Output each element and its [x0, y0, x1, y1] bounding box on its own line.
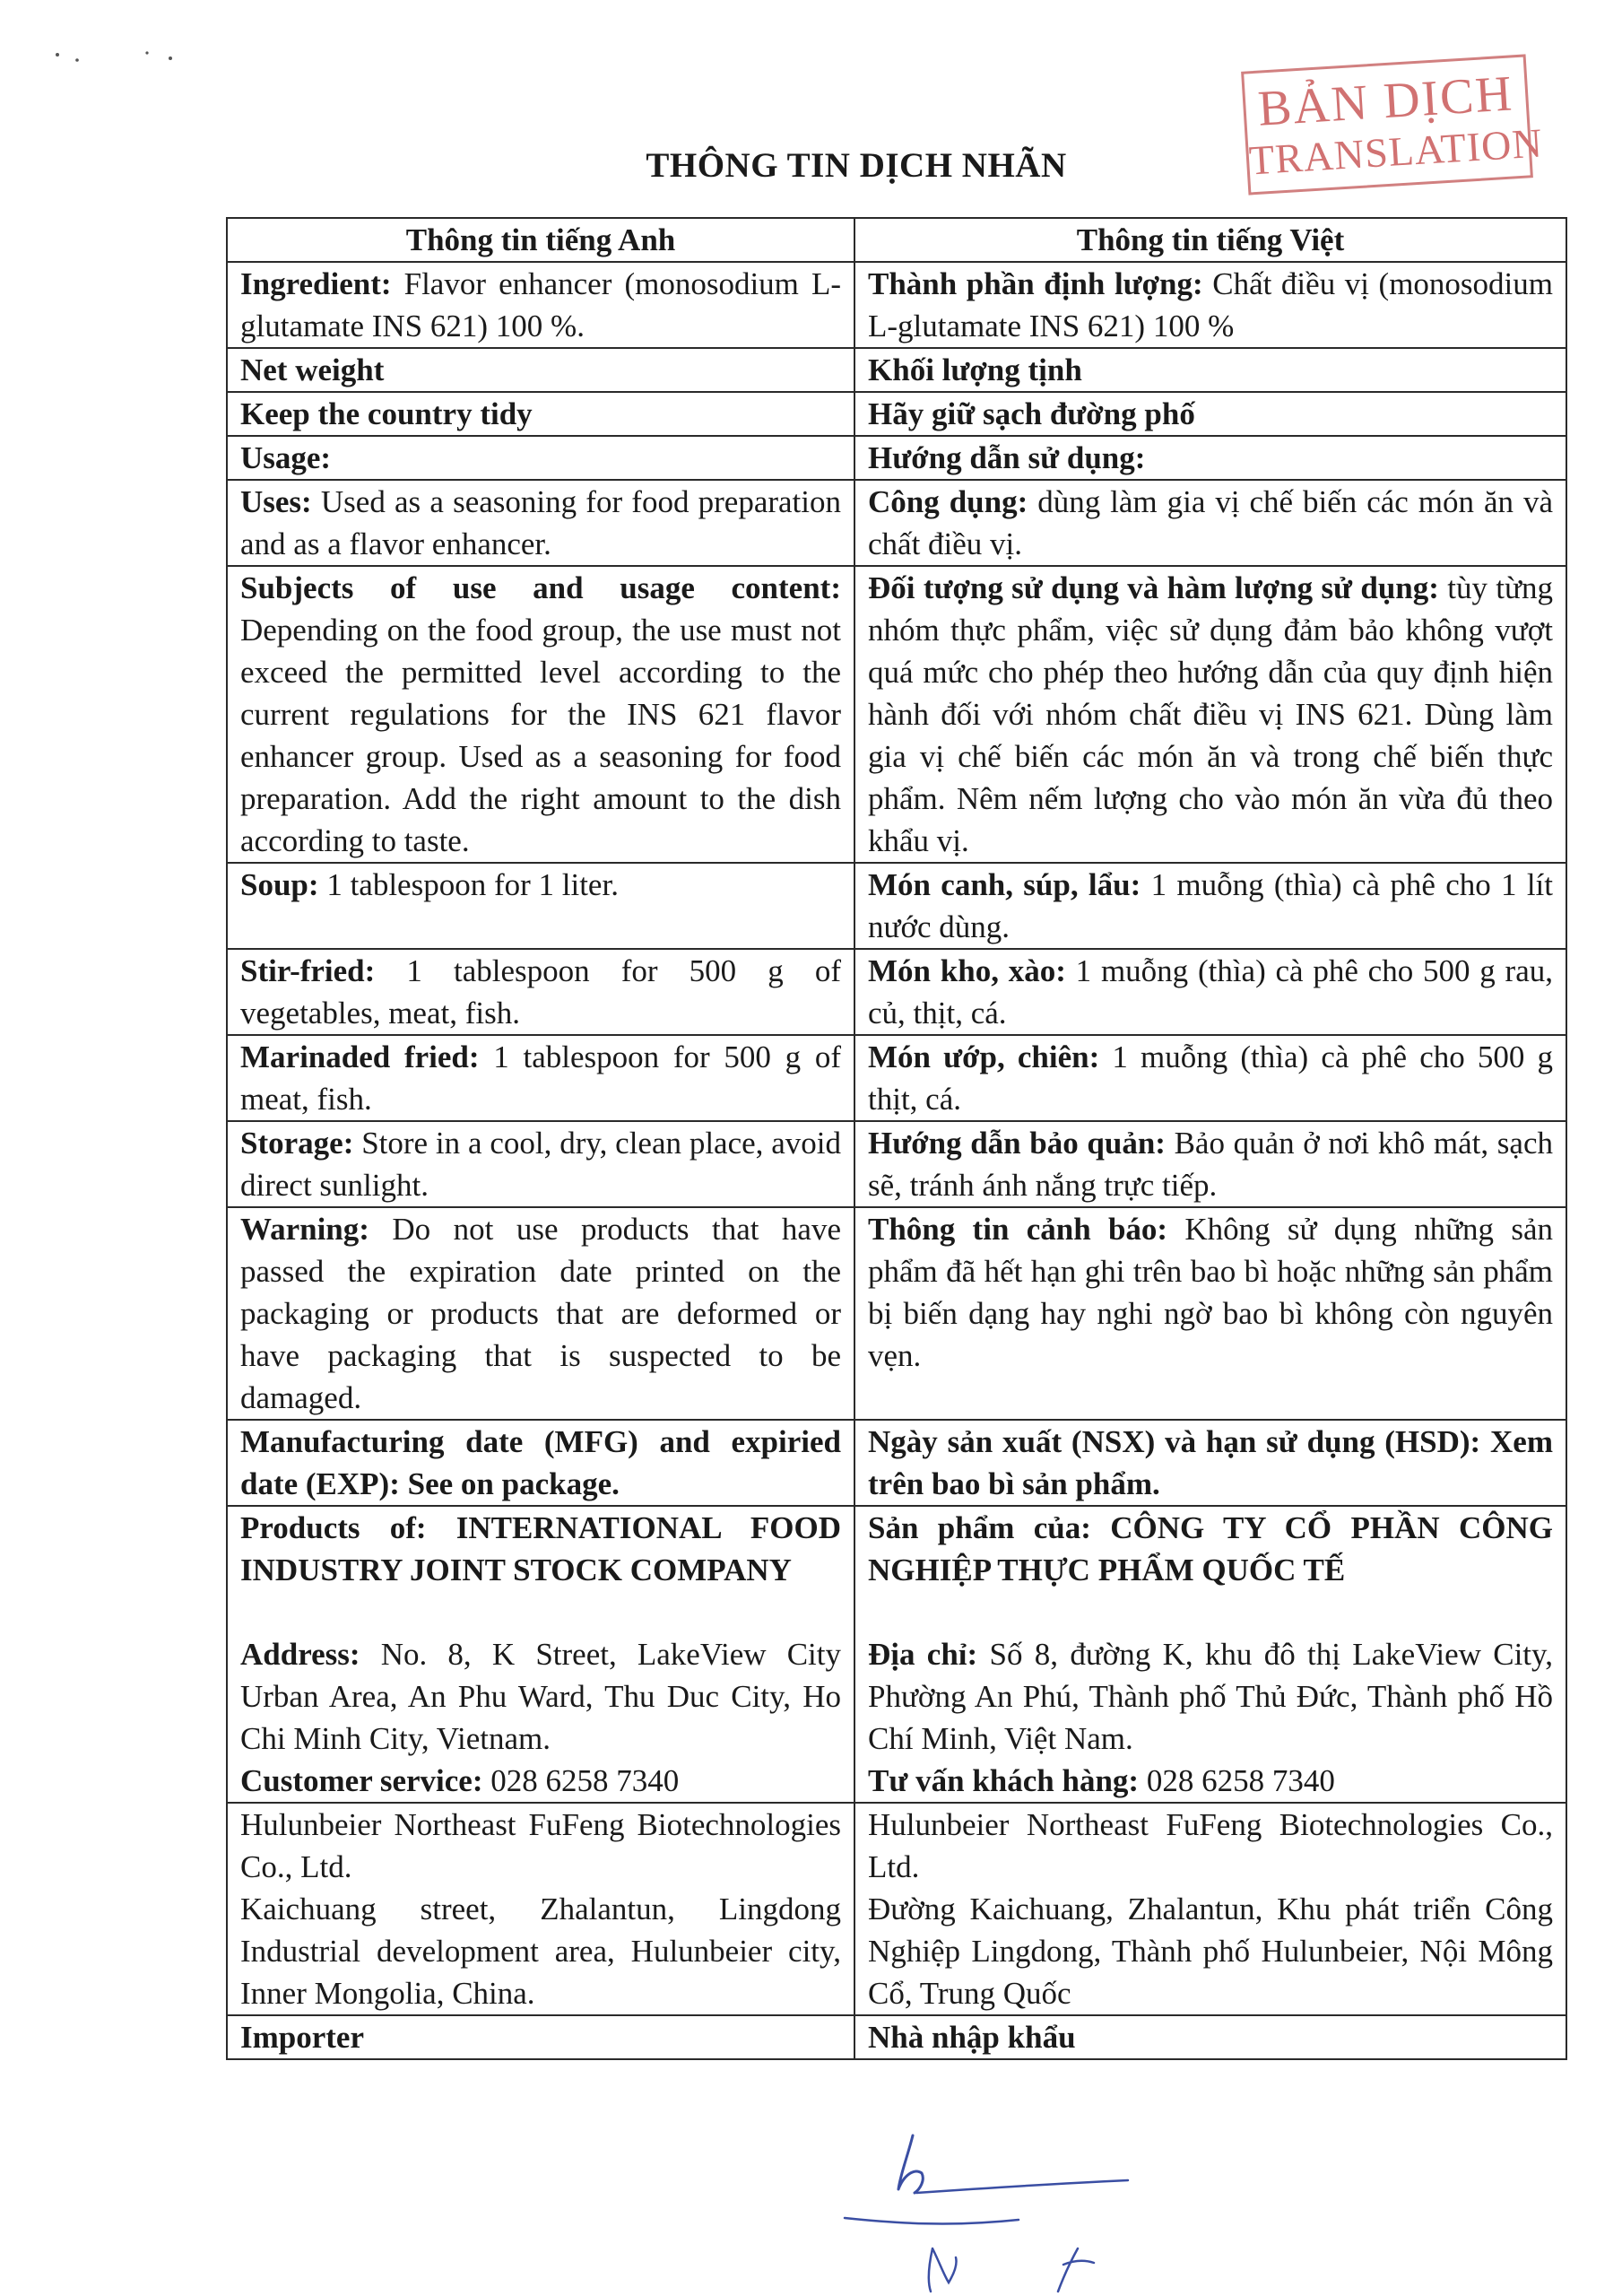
field-label: Nhà nhập khẩu	[868, 2020, 1076, 2055]
cell-paragraph	[240, 1421, 841, 1505]
vietnamese-cell	[854, 436, 1566, 480]
field-text: Bảo quản ở nơi khô mát, sạch sẽ, tránh ánh nắng trực tiếp.	[868, 1126, 1553, 1203]
field-text: Flavor enhancer (monosodium L-glutamate INS 621) 100 %.	[240, 266, 841, 344]
field-text: No. 8, K Street, LakeView City Urban Area, An Phu Ward, Thu Duc City, Ho Chi Minh City, Vietnam.	[240, 1637, 842, 1756]
cell-paragraph	[868, 567, 1553, 862]
field-label: Sản phẩm của: CÔNG TY CỔ PHẦN CÔNG NGHIỆP THỰC PHẨM QUỐC TẾ	[868, 1510, 1553, 1587]
field-text: Do not use products that have passed the expiration date printed on the packaging or products that are deformed or have packaging that is suspected to be damaged.	[240, 1212, 842, 1415]
document-title-wrap	[0, 145, 1622, 186]
english-cell	[227, 262, 854, 348]
english-cell	[227, 949, 854, 1035]
table-row	[227, 348, 1566, 392]
cell-paragraph	[240, 1507, 841, 1591]
field-label: Storage:	[240, 1126, 354, 1161]
document-title: THÔNG TIN DỊCH NHÃN	[646, 146, 1067, 185]
vietnamese-cell	[854, 1506, 1566, 1803]
vietnamese-cell	[854, 480, 1566, 566]
paragraph-gap	[240, 1591, 841, 1633]
cell-paragraph	[868, 437, 1553, 479]
field-text: dùng làm gia vị chế biến các món ăn và chất điều vị.	[868, 484, 1554, 561]
english-cell	[227, 436, 854, 480]
table-row	[227, 1803, 1566, 2015]
vietnamese-cell	[854, 2015, 1566, 2059]
cell-paragraph	[868, 864, 1553, 948]
table-row	[227, 1420, 1566, 1506]
vietnamese-cell	[854, 566, 1566, 863]
english-cell	[227, 1803, 854, 2015]
cell-paragraph	[240, 437, 841, 479]
field-label: Subjects of use and usage content:	[240, 570, 841, 605]
cell-paragraph	[868, 349, 1553, 391]
vietnamese-cell	[854, 348, 1566, 392]
field-text: tùy từng nhóm thực phẩm, việc sử dụng đảm bảo không vượt quá mức cho phép theo hướng dẫn của quy định hiện hành đối với nhóm chất điều vị INS 621. Dùng làm gia vị chế biến các món ăn và trong chế biến thực phẩm. Nêm nếm lượng cho vào món ăn vừa đủ theo khẩu vị.	[868, 570, 1554, 858]
english-cell	[227, 1121, 854, 1207]
table-row	[227, 1207, 1566, 1420]
english-cell	[227, 863, 854, 949]
stamp-line-1: BẢN DỊCH	[1256, 65, 1515, 137]
header-vietnamese: Thông tin tiếng Việt	[854, 218, 1566, 262]
cell-paragraph	[240, 1888, 841, 2014]
field-label: Thông tin cảnh báo:	[868, 1212, 1168, 1247]
field-label: Hướng dẫn bảo quản:	[868, 1126, 1166, 1161]
cell-paragraph	[868, 1760, 1553, 1802]
cell-paragraph	[868, 1421, 1553, 1505]
cell-paragraph	[240, 864, 841, 906]
field-label: Món ướp, chiên:	[868, 1039, 1100, 1074]
field-label: Ingredient:	[240, 266, 392, 301]
field-label: Đối tượng sử dụng và hàm lượng sử dụng:	[868, 570, 1439, 605]
cell-paragraph	[240, 1122, 841, 1206]
cell-paragraph	[868, 1036, 1553, 1120]
field-label: Hướng dẫn sử dụng:	[868, 440, 1146, 475]
field-text: 028 6258 7340	[1146, 1763, 1335, 1798]
cell-paragraph	[868, 1208, 1553, 1377]
field-text: 1 muỗng (thìa) cà phê cho 1 lít nước dùng.	[868, 867, 1553, 944]
table-header-row	[227, 218, 1566, 262]
field-text: Store in a cool, dry, clean place, avoid direct sunlight.	[240, 1126, 841, 1203]
label-translation-table	[226, 217, 1567, 2060]
cell-paragraph	[868, 1122, 1553, 1206]
english-cell	[227, 1207, 854, 1420]
cell-paragraph	[240, 349, 841, 391]
field-label: Món canh, súp, lẩu:	[868, 867, 1141, 902]
vietnamese-cell	[854, 392, 1566, 436]
field-label: Usage:	[240, 440, 332, 475]
vietnamese-cell	[854, 1207, 1566, 1420]
cell-paragraph	[240, 1036, 841, 1120]
field-label: Thành phần định lượng:	[868, 266, 1203, 301]
cell-paragraph	[240, 1633, 841, 1760]
table-row	[227, 1035, 1566, 1121]
cell-paragraph	[240, 1208, 841, 1419]
field-text: 028 6258 7340	[490, 1763, 680, 1798]
field-text: Used as a seasoning for food preparation and as a flavor enhancer.	[240, 484, 842, 561]
vietnamese-cell	[854, 949, 1566, 1035]
table-row	[227, 392, 1566, 436]
cell-paragraph	[240, 481, 841, 565]
cell-paragraph	[240, 950, 841, 1034]
field-text: Không sử dụng những sản phẩm đã hết hạn ghi trên bao bì hoặc những sản phẩm bị biến dạng hay nghi ngờ bao bì không còn nguyên vẹn.	[868, 1212, 1553, 1373]
field-text: Hulunbeier Northeast FuFeng Biotechnologies Co., Ltd.	[868, 1807, 1553, 1884]
field-label: Món kho, xào:	[868, 953, 1066, 988]
stamp-line-2: TRANSLATION	[1247, 119, 1544, 184]
cell-paragraph	[868, 2016, 1553, 2058]
field-text: Đường Kaichuang, Zhalantun, Khu phát triển Công Nghiệp Lingdong, Thành phố Hulunbeier, Nội Mông Cổ, Trung Quốc	[868, 1892, 1553, 2011]
field-text: 1 tablespoon for 1 liter.	[326, 867, 619, 902]
field-label: Soup:	[240, 867, 319, 902]
cell-paragraph	[240, 2016, 841, 2058]
cell-paragraph	[240, 263, 841, 347]
field-label: Tư vấn khách hàng:	[868, 1763, 1140, 1798]
field-label: Importer	[240, 2020, 365, 2055]
table-row	[227, 480, 1566, 566]
table-row	[227, 262, 1566, 348]
cell-paragraph	[868, 1804, 1553, 1888]
vietnamese-cell	[854, 1121, 1566, 1207]
scan-specks	[54, 49, 197, 76]
field-label: Customer service:	[240, 1763, 483, 1798]
field-label: Công dụng:	[868, 484, 1028, 519]
vietnamese-cell	[854, 863, 1566, 949]
english-cell	[227, 2015, 854, 2059]
cell-paragraph	[240, 1804, 841, 1888]
table-row	[227, 2015, 1566, 2059]
field-label: Keep the country tidy	[240, 396, 533, 431]
field-label: Khối lượng tịnh	[868, 352, 1082, 387]
vietnamese-cell	[854, 1035, 1566, 1121]
field-text: Kaichuang street, Zhalantun, Lingdong Industrial development area, Hulunbeier city, Inner Mongolia, China.	[240, 1892, 841, 2011]
vietnamese-cell	[854, 1803, 1566, 2015]
field-text: 1 tablespoon for 500 g of meat, fish.	[240, 1039, 842, 1117]
cell-paragraph	[240, 1760, 841, 1802]
field-label: Net weight	[240, 352, 385, 387]
table-row	[227, 863, 1566, 949]
field-label: Marinaded fried:	[240, 1039, 480, 1074]
english-cell	[227, 566, 854, 863]
cell-paragraph	[868, 1633, 1553, 1760]
field-text: Hulunbeier Northeast FuFeng Biotechnologies Co., Ltd.	[240, 1807, 841, 1884]
cell-paragraph	[240, 567, 841, 862]
vietnamese-cell	[854, 1420, 1566, 1506]
paragraph-gap	[868, 1591, 1553, 1633]
vietnamese-cell	[854, 262, 1566, 348]
cell-paragraph	[868, 1888, 1553, 2014]
field-label: Uses:	[240, 484, 312, 519]
field-label: Hãy giữ sạch đường phố	[868, 396, 1195, 431]
table-row	[227, 1121, 1566, 1207]
cell-paragraph	[868, 481, 1553, 565]
cell-paragraph	[868, 950, 1553, 1034]
field-label: Manufacturing date (MFG) and expiried date (EXP): See on package.	[240, 1424, 841, 1501]
english-cell	[227, 1506, 854, 1803]
cell-paragraph	[240, 393, 841, 435]
cell-paragraph	[868, 393, 1553, 435]
field-text: Chất điều vị (monosodium L-glutamate INS 621) 100 %	[868, 266, 1553, 344]
field-text: Depending on the food group, the use must not exceed the permitted level according to the current regulations for the INS 621 flavor enhancer group. Used as a seasoning for food preparation. Add the right amount to the dish according to taste.	[240, 613, 841, 858]
handwritten-signature	[843, 2130, 1148, 2296]
header-english: Thông tin tiếng Anh	[227, 218, 854, 262]
field-label: Products of: INTERNATIONAL FOOD INDUSTRY JOINT STOCK COMPANY	[240, 1510, 841, 1587]
table-row	[227, 566, 1566, 863]
english-cell	[227, 348, 854, 392]
english-cell	[227, 480, 854, 566]
field-label: Ngày sản xuất (NSX) và hạn sử dụng (HSD): Xem trên bao bì sản phẩm.	[868, 1424, 1553, 1501]
english-cell	[227, 1035, 854, 1121]
field-text: 1 muỗng (thìa) cà phê cho 500 g rau, củ, thịt, cá.	[868, 953, 1553, 1031]
field-text: 1 tablespoon for 500 g of vegetables, meat, fish.	[240, 953, 842, 1031]
field-label: Địa chỉ:	[868, 1637, 978, 1672]
field-text: Số 8, đường K, khu đô thị LakeView City, Phường An Phú, Thành phố Thủ Đức, Thành phố Hồ Chí Minh, Việt Nam.	[868, 1637, 1553, 1756]
english-cell	[227, 1420, 854, 1506]
field-label: Warning:	[240, 1212, 369, 1247]
field-label: Address:	[240, 1637, 360, 1672]
english-cell	[227, 392, 854, 436]
field-label: Stir-fried:	[240, 953, 376, 988]
table-row	[227, 436, 1566, 480]
field-text: 1 muỗng (thìa) cà phê cho 500 g thịt, cá.	[868, 1039, 1553, 1117]
table-row	[227, 949, 1566, 1035]
cell-paragraph	[868, 263, 1553, 347]
cell-paragraph	[868, 1507, 1553, 1591]
table-row	[227, 1506, 1566, 1803]
